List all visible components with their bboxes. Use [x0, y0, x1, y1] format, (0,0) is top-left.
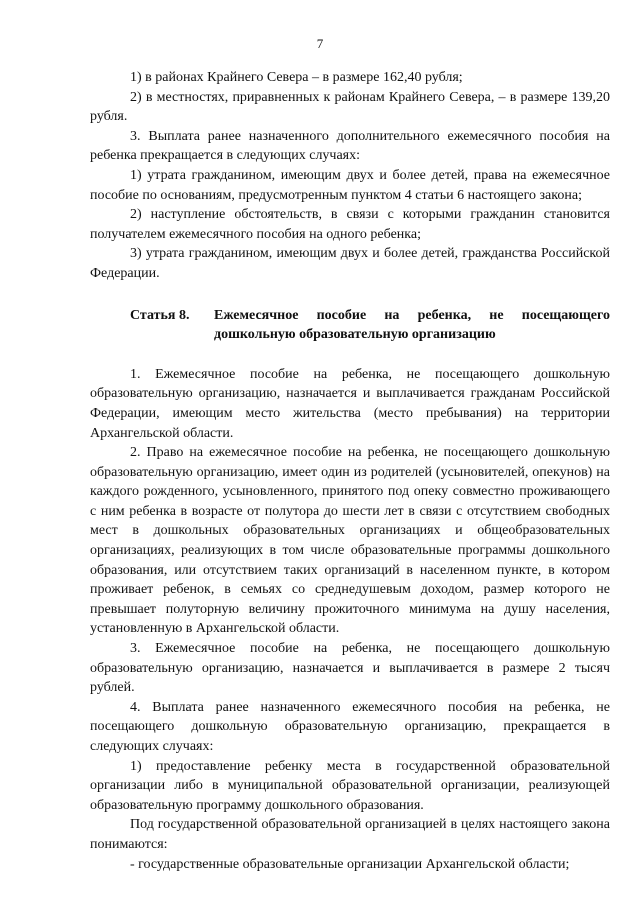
paragraph-definition-intro: Под государственной образовательной организацией в целях настоящего закона понимаются:	[90, 817, 610, 852]
paragraph-northern-regions: 1) в районах Крайнего Севера – в размере 162,40 рубля;	[130, 70, 463, 85]
article-heading	[130, 306, 610, 345]
paragraph-definition-item: - государственные образовательные организации Архангельской области;	[130, 856, 570, 872]
spacer	[90, 284, 610, 306]
paragraph-termination-case-3: 3) утрата гражданином, имеющим двух и более детей, гражданства Российской Федерации.	[90, 246, 610, 281]
paragraph-equivalent-regions: 2) в местностях, приравненных к районам Крайнего Севера, – в размере 139,20 рубля.	[90, 89, 610, 125]
paragraph-point-3: 3. Ежемесячное пособие на ребенка, не посещающего дошкольную образовательную организацию, назначается и выплачивается в размере 2 тысяч рублей.	[90, 641, 610, 696]
paragraph-point-2: 2. Право на ежемесячное пособие на ребенка, не посещающего дошкольную образовательную организацию, имеет один из родителей (усыновителей, опекунов) на каждого рожденного, усыновленного, принятого под опеку совместно проживающего с ним ребенка в возрасте от полутора до шести лет в связи с отсутствием свободных мест в дошкольных образовательных организациях и общеобразовательных организациях, реализующих в том числе образовательные программы дошкольного образования, или отсутствием таких организаций в населенном пункте, в котором проживает ребенок, в семьях со среднедушевым доходом, размер которого не превышает полуторную величину прожиточного минимума на душу населения, установленную в Архангельской области.	[90, 445, 610, 637]
page-number: 7	[316, 36, 324, 51]
document-body	[90, 68, 610, 874]
paragraph-termination-case-1: 1) утрата гражданином, имеющим двух и более детей, права на ежемесячное пособие по основаниям, предусмотренным пунктом 4 статьи 6 настоящего закона;	[90, 167, 610, 203]
article-title-line-1: Ежемесячное пособие на ребенка, не посещающего	[214, 307, 610, 323]
paragraph-point-1: 1. Ежемесячное пособие на ребенка, не посещающего дошкольную образовательную организацию, назначается и выплачивается гражданам Российской Федерации, имеющим место жительства (место пребывания) на территории Архангельской области.	[90, 366, 610, 441]
paragraph-point-4-case-1: 1) предоставление ребенку места в государственной образовательной организации либо в муниципальной образовательной организации, реализующей образовательную программу дошкольного образования.	[90, 758, 610, 813]
spacer	[90, 345, 610, 365]
paragraph-point-4: 4. Выплата ранее назначенного ежемесячного пособия на ребенка, не посещающего дошкольную образовательную организацию, прекращается в следующих случаях:	[90, 699, 610, 754]
paragraph-termination-case-2: 2) наступление обстоятельств, в связи с которыми гражданин становится получателем ежемесячного пособия на одного ребенка;	[90, 207, 610, 242]
paragraph-termination-intro: 3. Выплата ранее назначенного дополнительного ежемесячного пособия на ребенка прекращается в следующих случаях:	[90, 128, 610, 164]
article-number: Статья 8.	[130, 307, 190, 323]
article-title	[214, 306, 610, 345]
article-title-line-2: дошкольную образовательную организацию	[214, 327, 496, 343]
